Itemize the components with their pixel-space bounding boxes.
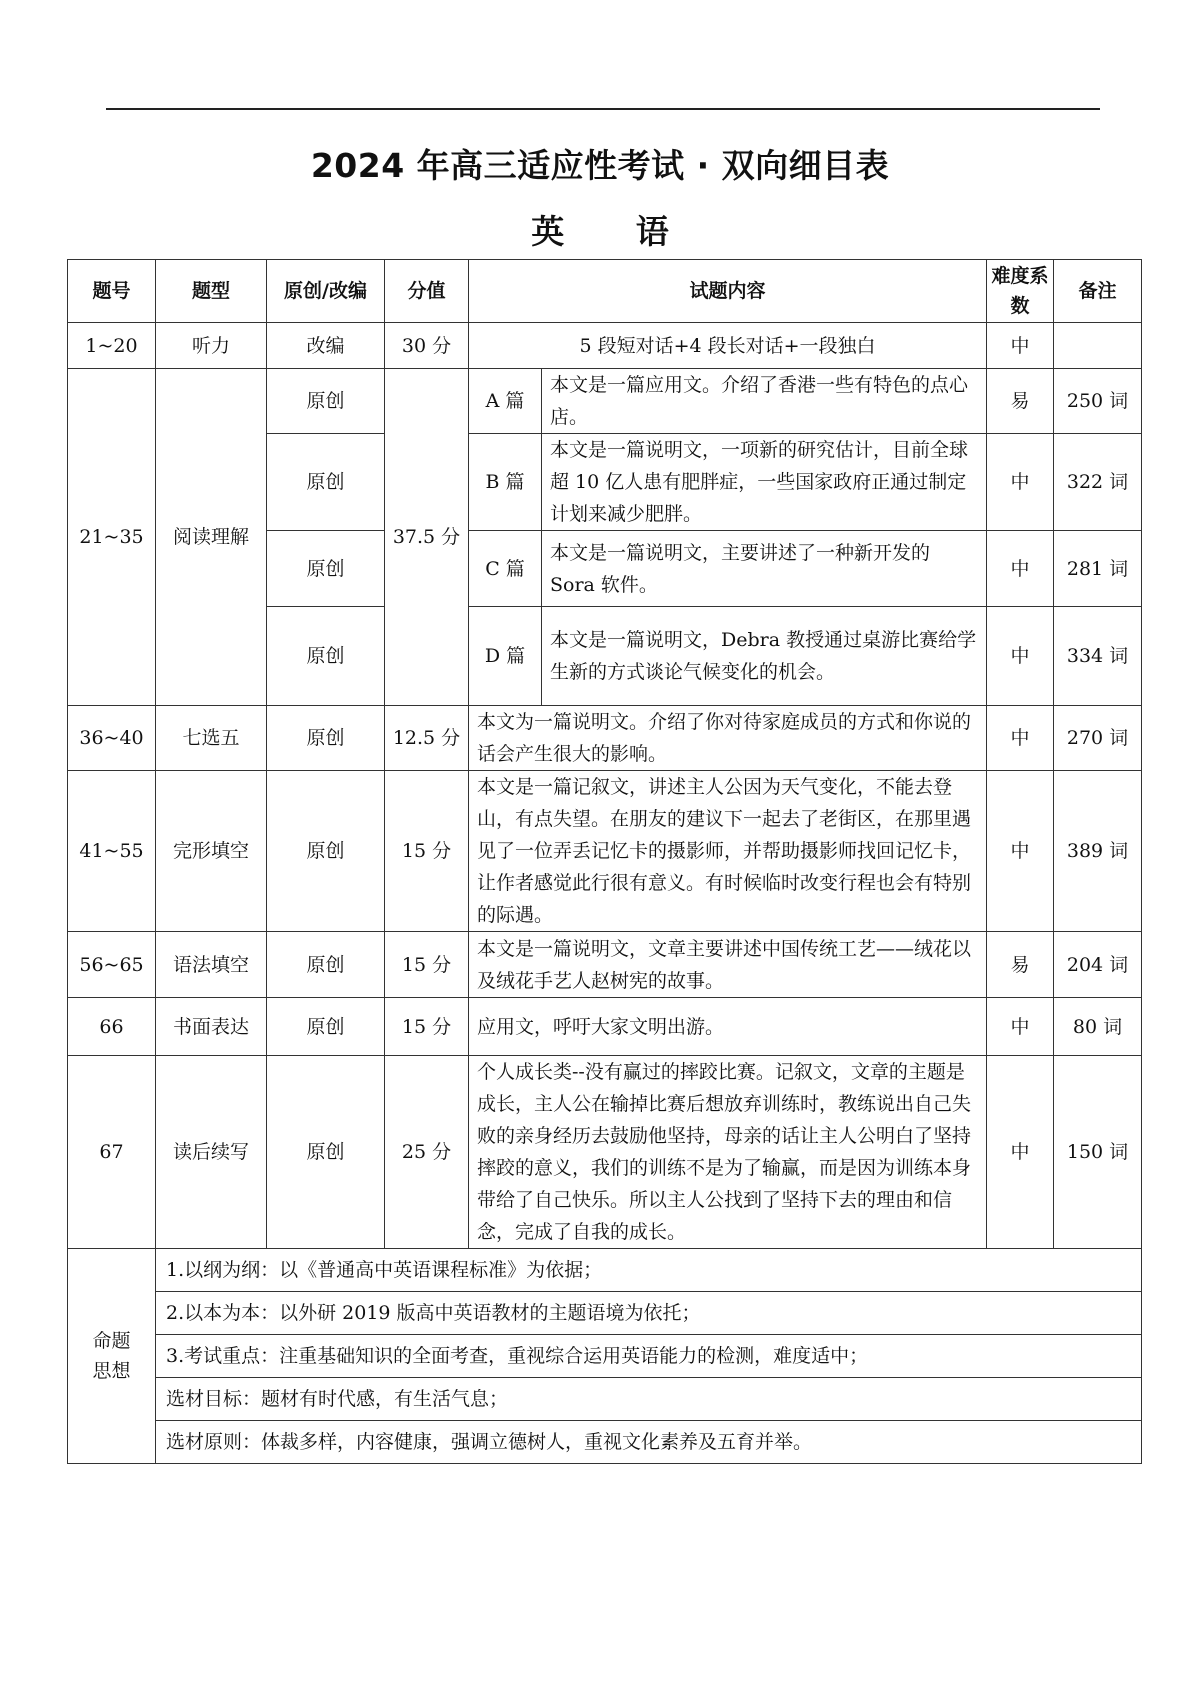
table-row [68, 323, 1142, 369]
cell-number: 66 [68, 998, 156, 1056]
page-title: 2024 年高三适应性考试 · 双向细目表 [310, 146, 890, 185]
idea-label: 命题思想 [68, 1249, 156, 1464]
cell-difficulty: 中 [987, 323, 1054, 369]
table-row [68, 998, 1142, 1056]
idea-item: 选材目标：题材有时代感，有生活气息； [156, 1378, 1142, 1421]
cell-difficulty: 中 [987, 1056, 1054, 1249]
cell-score: 15 分 [385, 932, 469, 998]
cell-score: 25 分 [385, 1056, 469, 1249]
idea-row [68, 1249, 1142, 1292]
cell-number: 36~40 [68, 706, 156, 771]
cell-difficulty: 中 [987, 531, 1054, 607]
cell-note: 281 词 [1054, 531, 1142, 607]
cell-note: 204 词 [1054, 932, 1142, 998]
cell-origin: 原创 [267, 771, 385, 932]
cell-note: 334 词 [1054, 607, 1142, 706]
cell-content: 个人成长类--没有赢过的摔跤比赛。记叙文，文章的主题是成长，主人公在输掉比赛后想放弃训练时，教练说出自己失败的亲身经历去鼓励他坚持，母亲的话让主人公明白了坚持摔跤的意义，我们的训练不是为了输赢，而是因为训练本身带给了自己快乐。所以主人公找到了坚持下去的理由和信念，完成了自我的成长。 [469, 1056, 987, 1249]
cell-content: 应用文，呼吁大家文明出游。 [469, 998, 987, 1056]
cell-content: 本文是一篇说明文，主要讲述了一种新开发的 Sora 软件。 [542, 531, 987, 607]
cell-note: 322 词 [1054, 434, 1142, 531]
cell-content: 本文是一篇说明文，文章主要讲述中国传统工艺——绒花以及绒花手艺人赵树宪的故事。 [469, 932, 987, 998]
cell-score: 15 分 [385, 771, 469, 932]
page-subtitle: 英 语 [531, 212, 699, 251]
cell-score: 15 分 [385, 998, 469, 1056]
header-difficulty: 难度系数 [987, 260, 1054, 323]
cell-type: 听力 [156, 323, 267, 369]
cell-number: 1~20 [68, 323, 156, 369]
cell-origin: 原创 [267, 706, 385, 771]
cell-number: 56~65 [68, 932, 156, 998]
header-origin: 原创/改编 [267, 260, 385, 323]
cell-passage-label: C 篇 [469, 531, 542, 607]
header-row [68, 260, 1142, 323]
cell-difficulty: 中 [987, 998, 1054, 1056]
cell-content: 本文是一篇应用文。介绍了香港一些有特色的点心店。 [542, 369, 987, 434]
cell-type: 书面表达 [156, 998, 267, 1056]
cell-note: 150 词 [1054, 1056, 1142, 1249]
header-score: 分值 [385, 260, 469, 323]
idea-row [68, 1335, 1142, 1378]
cell-type: 七选五 [156, 706, 267, 771]
idea-item: 2.以本为本：以外研 2019 版高中英语教材的主题语境为依托； [156, 1292, 1142, 1335]
cell-number: 67 [68, 1056, 156, 1249]
cell-difficulty: 中 [987, 771, 1054, 932]
cell-type: 读后续写 [156, 1056, 267, 1249]
header-content: 试题内容 [469, 260, 987, 323]
cell-difficulty: 中 [987, 706, 1054, 771]
header-type: 题型 [156, 260, 267, 323]
cell-difficulty: 易 [987, 932, 1054, 998]
cell-score: 37.5 分 [385, 369, 469, 706]
cell-origin: 原创 [267, 607, 385, 706]
cell-difficulty: 中 [987, 607, 1054, 706]
cell-note [1054, 323, 1142, 369]
cell-type: 语法填空 [156, 932, 267, 998]
idea-row [68, 1292, 1142, 1335]
cell-content: 本文是一篇说明文，一项新的研究估计，目前全球超 10 亿人患有肥胖症，一些国家政府正通过制定计划来减少肥胖。 [542, 434, 987, 531]
cell-number: 21~35 [68, 369, 156, 706]
cell-content: 本文是一篇记叙文，讲述主人公因为天气变化，不能去登山，有点失望。在朋友的建议下一起去了老街区，在那里遇见了一位弄丢记忆卡的摄影师，并帮助摄影师找回记忆卡，让作者感觉此行很有意义。有时候临时改变行程也会有特别的际遇。 [469, 771, 987, 932]
cell-origin: 原创 [267, 369, 385, 434]
idea-row [68, 1421, 1142, 1464]
spec-table [67, 259, 1142, 1464]
cell-difficulty: 中 [987, 434, 1054, 531]
cell-origin: 原创 [267, 434, 385, 531]
table-row [68, 932, 1142, 998]
cell-passage-label: D 篇 [469, 607, 542, 706]
idea-item: 3.考试重点：注重基础知识的全面考查，重视综合运用英语能力的检测，难度适中； [156, 1335, 1142, 1378]
table-row [68, 1056, 1142, 1249]
top-rule [106, 108, 1100, 110]
cell-content: 本文为一篇说明文。介绍了你对待家庭成员的方式和你说的话会产生很大的影响。 [469, 706, 987, 771]
cell-note: 389 词 [1054, 771, 1142, 932]
cell-note: 250 词 [1054, 369, 1142, 434]
cell-score: 12.5 分 [385, 706, 469, 771]
cell-content: 本文是一篇说明文，Debra 教授通过桌游比赛给学生新的方式谈论气候变化的机会。 [542, 607, 987, 706]
cell-origin: 原创 [267, 932, 385, 998]
idea-row [68, 1378, 1142, 1421]
idea-item: 1.以纲为纲：以《普通高中英语课程标准》为依据； [156, 1249, 1142, 1292]
cell-note: 80 词 [1054, 998, 1142, 1056]
cell-type: 完形填空 [156, 771, 267, 932]
cell-type: 阅读理解 [156, 369, 267, 706]
table-row [68, 771, 1142, 932]
header-note: 备注 [1054, 260, 1142, 323]
cell-content: 5 段短对话+4 段长对话+一段独白 [469, 323, 987, 369]
cell-note: 270 词 [1054, 706, 1142, 771]
cell-origin: 原创 [267, 1056, 385, 1249]
table-row [68, 706, 1142, 771]
header-number: 题号 [68, 260, 156, 323]
cell-origin: 改编 [267, 323, 385, 369]
cell-score: 30 分 [385, 323, 469, 369]
cell-origin: 原创 [267, 531, 385, 607]
cell-origin: 原创 [267, 998, 385, 1056]
idea-item: 选材原则：体裁多样，内容健康，强调立德树人，重视文化素养及五育并举。 [156, 1421, 1142, 1464]
cell-passage-label: A 篇 [469, 369, 542, 434]
cell-difficulty: 易 [987, 369, 1054, 434]
table-row [68, 369, 1142, 434]
cell-number: 41~55 [68, 771, 156, 932]
cell-passage-label: B 篇 [469, 434, 542, 531]
